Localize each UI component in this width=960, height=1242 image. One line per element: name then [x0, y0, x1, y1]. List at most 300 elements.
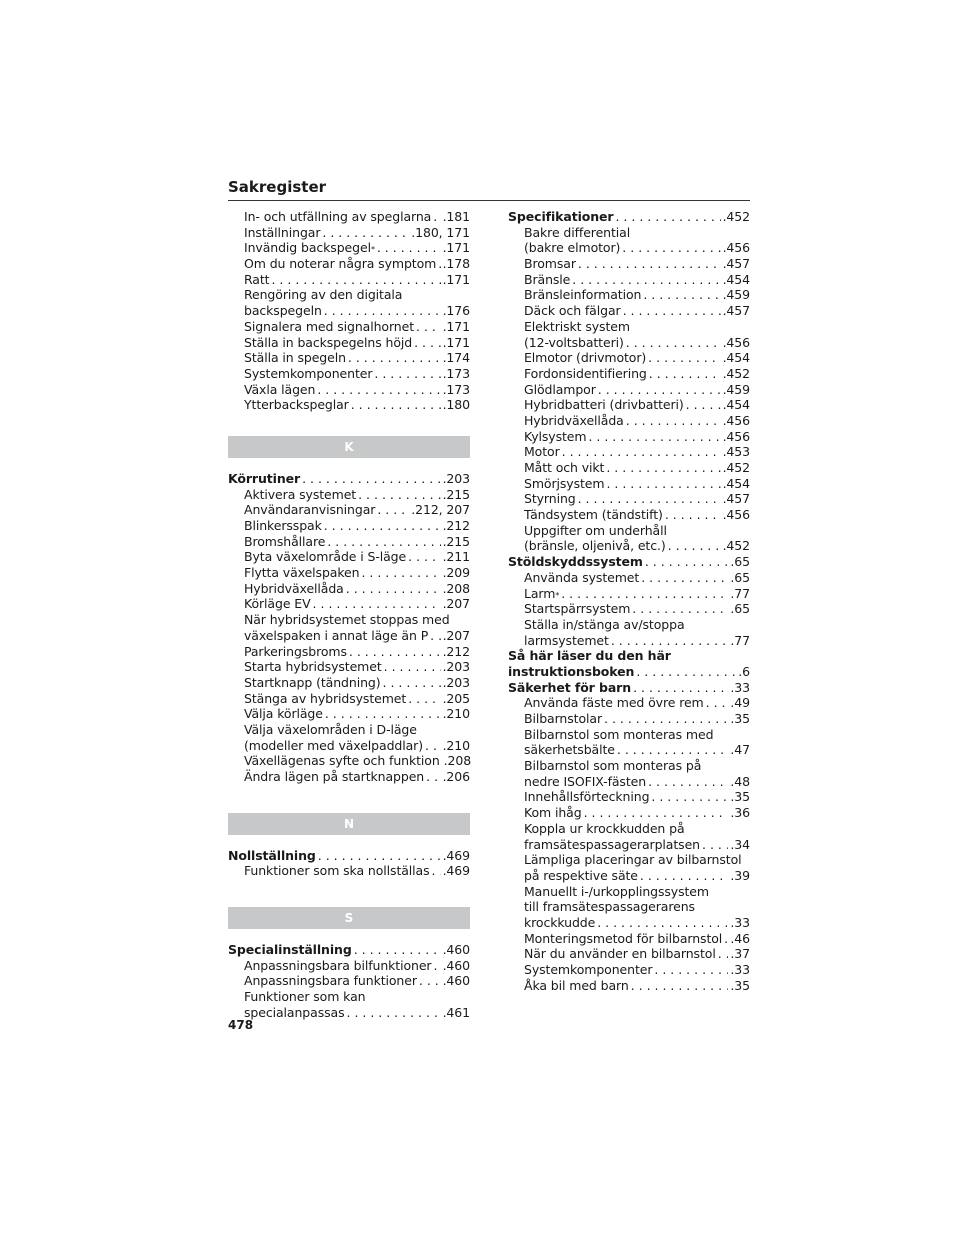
- index-subentry: [508, 476, 750, 492]
- page-reference[interactable]: .47: [730, 742, 750, 758]
- page-reference[interactable]: .460: [442, 942, 470, 958]
- entry-text: backspegeln: [244, 303, 322, 319]
- page-reference[interactable]: .456: [722, 507, 750, 523]
- dot-leader: [668, 538, 721, 554]
- page-reference[interactable]: .171: [442, 334, 470, 350]
- page-reference[interactable]: .173: [442, 365, 470, 381]
- page-reference[interactable]: .203: [442, 659, 470, 675]
- entry-text: Startspärrsystem: [524, 601, 631, 617]
- dot-leader: [611, 633, 729, 649]
- index-subentry: [508, 570, 750, 586]
- page-reference[interactable]: .206: [442, 769, 470, 784]
- entry-text: larmsystemet: [524, 632, 609, 648]
- page-reference[interactable]: .459: [722, 287, 750, 303]
- page-reference[interactable]: .35: [730, 789, 750, 805]
- page-reference[interactable]: .456: [722, 412, 750, 428]
- page-reference[interactable]: .178: [442, 256, 470, 272]
- page-reference[interactable]: .6: [738, 663, 750, 679]
- index-subentry: [228, 518, 470, 534]
- dot-leader: [604, 711, 728, 727]
- index-subentry: [228, 225, 470, 241]
- dot-leader: [640, 868, 729, 884]
- dot-leader: [419, 973, 441, 989]
- index-subentry: [508, 868, 750, 884]
- dot-leader: [347, 1005, 441, 1021]
- index-subentry: [508, 805, 750, 821]
- index-subentry: [508, 884, 750, 900]
- dot-leader: [377, 240, 441, 256]
- entry-text: Rengöring av den digitala: [244, 287, 403, 303]
- page-reference[interactable]: .49: [730, 695, 750, 711]
- dot-leader: [597, 915, 728, 931]
- page-number: 478: [228, 1018, 254, 1032]
- dot-leader: [706, 695, 729, 711]
- entry-text: Bilbarnstol som monteras med: [524, 726, 714, 742]
- index-subentry: [508, 460, 750, 476]
- entry-text: Larm: [524, 585, 556, 601]
- index-subentry: [228, 303, 470, 319]
- index-subentry: [228, 350, 470, 366]
- index-entry-main: [508, 680, 750, 696]
- index-subentry: [508, 774, 750, 790]
- dot-leader: [648, 350, 720, 366]
- page-reference[interactable]: .453: [722, 444, 750, 460]
- dot-leader: [718, 946, 729, 962]
- entry-text: växelspaken i annat läge än P: [244, 627, 429, 643]
- page-reference[interactable]: .176: [442, 303, 470, 319]
- index-subentry: [228, 753, 470, 769]
- entry-text: Uppgifter om underhåll: [524, 522, 667, 538]
- dot-leader: [617, 742, 729, 758]
- page-reference[interactable]: .215: [442, 533, 470, 549]
- dot-leader: [606, 460, 720, 476]
- index-subentry: [228, 534, 470, 550]
- entry-text: Bilbarnstol som monteras på: [524, 758, 702, 774]
- entry-text: Signalera med signalhornet: [244, 318, 415, 334]
- dot-leader: [416, 319, 441, 335]
- page-reference[interactable]: .208: [443, 753, 472, 769]
- page-reference[interactable]: .456: [722, 240, 750, 256]
- page-reference[interactable]: .36: [730, 805, 750, 821]
- page-reference[interactable]: .457: [722, 303, 750, 319]
- entry-text: Hybridväxellåda: [524, 412, 624, 428]
- dot-leader: [358, 487, 440, 503]
- page-reference[interactable]: .210: [442, 737, 470, 753]
- dot-leader: [426, 769, 440, 785]
- page-reference[interactable]: .207: [442, 596, 470, 612]
- index-group-continued: [228, 209, 470, 413]
- index-subentry: [508, 931, 750, 947]
- entry-text: Däck och fälgar: [524, 303, 621, 319]
- entry-text: Nollställning: [228, 847, 316, 863]
- page-reference[interactable]: .456: [722, 428, 750, 444]
- dot-leader: [351, 397, 441, 413]
- page-reference[interactable]: .459: [722, 381, 750, 397]
- entry-text: Anpassningsbara bilfunktioner: [244, 957, 432, 973]
- page-reference[interactable]: .34: [730, 836, 750, 852]
- dot-leader: [324, 303, 441, 319]
- index-subentry: [228, 596, 470, 612]
- dot-leader: [578, 256, 721, 272]
- entry-text: Körrutiner: [228, 470, 301, 486]
- index-column-left: [228, 209, 470, 1021]
- dot-leader: [348, 350, 441, 366]
- page-reference[interactable]: .173: [442, 381, 470, 397]
- page-reference[interactable]: .33: [730, 962, 750, 977]
- dot-leader: [313, 596, 441, 612]
- index-subentry: [508, 429, 750, 445]
- index-subentry: [228, 973, 470, 989]
- index-subentry: [508, 382, 750, 398]
- index-entry-main: [508, 664, 750, 680]
- page-reference[interactable]: .211: [442, 549, 470, 565]
- page-reference[interactable]: .65: [730, 554, 750, 570]
- page-reference[interactable]: .37: [730, 946, 750, 962]
- page-reference[interactable]: .65: [730, 601, 750, 617]
- page-reference[interactable]: .452: [722, 538, 750, 554]
- page-reference[interactable]: .181: [442, 209, 470, 224]
- entry-text: Blinkersspak: [244, 518, 322, 533]
- page-reference[interactable]: .205: [442, 690, 470, 706]
- index-subentry: [228, 319, 470, 335]
- dot-leader: [651, 789, 728, 805]
- index-subentry: [508, 727, 750, 743]
- dot-leader: [354, 942, 441, 958]
- entry-text: (modeller med växelpaddlar): [244, 737, 423, 753]
- page-reference[interactable]: .209: [442, 565, 470, 581]
- entry-text: Startknapp (tändning): [244, 674, 381, 690]
- entry-text: När hybridsystemet stoppas med: [244, 612, 450, 628]
- index-subentry: [508, 287, 750, 303]
- entry-text: Ratt: [244, 271, 270, 287]
- page-reference[interactable]: .456: [722, 334, 750, 350]
- index-subentry: [228, 502, 470, 518]
- index-subentry: [508, 837, 750, 853]
- dot-leader: [598, 382, 721, 398]
- index-subentry: [228, 581, 470, 597]
- dot-leader: [572, 272, 720, 288]
- index-subentry: [508, 789, 750, 805]
- index-group-s-continued: [508, 209, 750, 993]
- index-subentry: [508, 350, 750, 366]
- entry-text: Specifikationer: [508, 209, 614, 224]
- dot-leader: [622, 240, 720, 256]
- entry-text: Systemkomponenter: [244, 365, 373, 381]
- entry-text: Kom ihåg: [524, 805, 582, 821]
- dot-leader: [562, 444, 721, 460]
- index-subentry: [508, 335, 750, 351]
- index-subentry: [508, 946, 750, 962]
- dot-leader: [408, 549, 440, 565]
- page-reference[interactable]: .454: [722, 271, 750, 287]
- entry-text: Körläge EV: [244, 596, 311, 612]
- entry-text: Tändsystem (tändstift): [524, 507, 663, 523]
- entry-text: Hybridbatteri (drivbatteri): [524, 397, 684, 413]
- entry-text: (bränsle, oljenivå, etc.): [524, 538, 666, 554]
- page-reference[interactable]: .454: [722, 350, 750, 366]
- entry-text: Motor: [524, 444, 560, 460]
- index-subentry: [508, 915, 750, 931]
- page-reference[interactable]: .171: [442, 318, 470, 334]
- entry-text: Lämpliga placeringar av bilbarnstol: [524, 852, 742, 868]
- dot-leader: [374, 366, 440, 382]
- page-reference[interactable]: .77: [730, 585, 750, 601]
- dot-leader: [317, 382, 440, 398]
- entry-text: (12-voltsbatteri): [524, 334, 624, 350]
- index-subentry: [228, 958, 470, 974]
- entry-text: Bränsle: [524, 271, 571, 287]
- index-subentry: [228, 769, 470, 785]
- page-reference[interactable]: .33: [730, 914, 750, 930]
- page-reference[interactable]: .454: [722, 397, 750, 413]
- dot-leader: [702, 837, 728, 853]
- page-reference[interactable]: .171: [442, 240, 470, 256]
- entry-text: krockkudde: [524, 914, 596, 930]
- page-reference[interactable]: .35: [730, 977, 750, 993]
- page-reference[interactable]: .469: [442, 863, 470, 879]
- section-header-k: K: [228, 436, 470, 458]
- entry-text: Funktioner som kan: [244, 989, 366, 1005]
- index-subentry: [228, 691, 470, 707]
- dot-leader: [578, 491, 721, 507]
- dot-leader: [561, 586, 728, 602]
- page-reference[interactable]: .208: [442, 580, 470, 596]
- entry-text: In- och utfällning av speglarna: [244, 209, 432, 224]
- dot-leader: [425, 738, 441, 754]
- page-reference[interactable]: .48: [730, 773, 750, 789]
- entry-text: Växla lägen: [244, 381, 316, 397]
- entry-text: Styrning: [524, 491, 576, 507]
- dot-leader: [643, 287, 720, 303]
- dot-leader: [327, 534, 440, 550]
- entry-text: Ytterbackspeglar: [244, 397, 349, 413]
- index-subentry: [508, 538, 750, 554]
- page-reference[interactable]: .77: [730, 632, 750, 648]
- page-reference[interactable]: .212: [442, 518, 470, 533]
- index-subentry: [228, 989, 470, 1005]
- dot-leader: [325, 706, 441, 722]
- entry-text: Om du noterar några symptom: [244, 256, 437, 272]
- dot-leader: [631, 978, 729, 994]
- dot-leader: [648, 774, 728, 790]
- dot-leader: [606, 476, 720, 492]
- entry-text: När du använder en bilbarnstol: [524, 946, 716, 962]
- entry-text: Ställa in backspegelns höjd: [244, 334, 413, 350]
- dot-leader: [641, 570, 728, 586]
- index-subentry: [508, 303, 750, 319]
- entry-text: Hybridväxellåda: [244, 580, 344, 596]
- index-subentry: [508, 742, 750, 758]
- dot-leader: [626, 335, 721, 351]
- index-subentry: [508, 319, 750, 335]
- entry-text: Aktivera systemet: [244, 486, 357, 502]
- page-reference[interactable]: .215: [442, 486, 470, 502]
- index-subentry: [228, 1005, 470, 1021]
- index-group-k: [228, 471, 470, 785]
- dot-leader: [686, 397, 721, 413]
- page-reference[interactable]: .207: [442, 627, 470, 643]
- entry-text: Bränsleinformation: [524, 287, 642, 303]
- page-reference[interactable]: .460: [442, 957, 470, 973]
- entry-text: Stöldskyddssystem: [508, 554, 643, 570]
- dot-leader: [433, 209, 440, 225]
- index-subentry: [228, 549, 470, 565]
- page-reference[interactable]: .203: [442, 674, 470, 690]
- page-reference[interactable]: .180, 171: [411, 224, 470, 240]
- index-entry-main: [508, 209, 750, 225]
- entry-text: Koppla ur krockkudden på: [524, 820, 685, 836]
- index-subentry: [508, 821, 750, 837]
- entry-text: Kylsystem: [524, 428, 587, 444]
- dot-leader: [414, 335, 440, 351]
- entry-text: Elektriskt system: [524, 318, 630, 334]
- entry-text: Bromsar: [524, 256, 576, 272]
- entry-text: Växellägenas syfte och funktion: [244, 753, 440, 769]
- page-reference[interactable]: .212, 207: [411, 502, 470, 518]
- index-entry-main: [228, 942, 470, 958]
- dot-leader: [377, 502, 409, 518]
- index-subentry: [228, 287, 470, 303]
- entry-text: Byta växelområde i S-läge: [244, 549, 407, 565]
- index-subentry: [228, 659, 470, 675]
- page-reference[interactable]: .171: [442, 271, 470, 287]
- dot-leader: [346, 581, 441, 597]
- dot-leader: [432, 863, 441, 879]
- page-reference[interactable]: .454: [722, 475, 750, 491]
- entry-text: nedre ISOFIX-fästen: [524, 773, 647, 789]
- index-subentry: [228, 487, 470, 503]
- page-reference[interactable]: .469: [442, 847, 470, 863]
- entry-text: Manuellt i-/urkopplingssystem: [524, 883, 709, 899]
- dot-leader: [361, 565, 440, 581]
- dot-leader: [430, 628, 440, 644]
- entry-text: Elmotor (drivmotor): [524, 350, 647, 366]
- dot-leader: [588, 429, 720, 445]
- dot-leader: [584, 805, 729, 821]
- page-reference[interactable]: .174: [442, 350, 470, 366]
- dot-leader: [271, 272, 440, 288]
- page-reference[interactable]: .210: [442, 706, 470, 722]
- entry-text: Invändig backspegel: [244, 240, 371, 256]
- index-subentry: [228, 675, 470, 691]
- dot-leader: [349, 644, 441, 660]
- index-entry-main: [228, 471, 470, 487]
- page-reference[interactable]: .452: [722, 460, 750, 475]
- dot-leader: [645, 554, 729, 570]
- entry-text: Parkeringsbroms: [244, 643, 347, 659]
- dot-leader: [632, 601, 728, 617]
- index-subentry: Invändig backspegel * . . . .171: [228, 240, 470, 256]
- entry-text: Smörjsystem: [524, 475, 605, 491]
- page-reference[interactable]: .39: [730, 867, 750, 883]
- index-subentry: [508, 758, 750, 774]
- entry-text: Bilbarnstolar: [524, 711, 602, 726]
- index-subentry: [508, 444, 750, 460]
- dot-leader: [322, 225, 409, 241]
- index-subentry: Larm * . . . .77: [508, 586, 750, 602]
- entry-text: Användaranvisningar: [244, 502, 376, 518]
- index-subentry: [228, 335, 470, 351]
- page-reference[interactable]: .203: [442, 470, 470, 486]
- index-entry-main: [508, 648, 750, 664]
- index-subentry: [508, 633, 750, 649]
- page-reference[interactable]: .212: [442, 643, 470, 659]
- index-subentry: [508, 272, 750, 288]
- section-header-s: S: [228, 907, 470, 929]
- dot-leader: [626, 413, 721, 429]
- index-subentry: [508, 852, 750, 868]
- index-subentry: [228, 382, 470, 398]
- entry-text: Åka bil med barn: [524, 977, 629, 993]
- index-subentry: [508, 523, 750, 539]
- index-subentry: [508, 240, 750, 256]
- entry-text: Stänga av hybridsystemet: [244, 690, 407, 706]
- index-entry-main: [228, 848, 470, 864]
- entry-text: Välja körläge: [244, 706, 323, 722]
- entry-text: Anpassningsbara funktioner: [244, 973, 417, 989]
- entry-text: Ställa in/stänga av/stoppa: [524, 616, 685, 632]
- header-divider: [228, 200, 750, 201]
- index-subentry: [508, 617, 750, 633]
- entry-text: Specialinställning: [228, 942, 352, 958]
- dot-leader: [654, 962, 728, 978]
- entry-text: Säkerhet för barn: [508, 679, 632, 695]
- entry-text: Monteringsmetod för bilbarnstol: [524, 930, 723, 946]
- dot-leader: [408, 691, 440, 707]
- entry-text: Bromshållare: [244, 533, 326, 549]
- page-header-title: Sakregister: [228, 178, 327, 196]
- page-reference[interactable]: .461: [442, 1004, 470, 1020]
- page-reference[interactable]: .46: [730, 930, 750, 946]
- index-subentry: [228, 644, 470, 660]
- index-subentry: [228, 565, 470, 581]
- page-reference[interactable]: .35: [730, 711, 750, 726]
- page-reference[interactable]: .180: [442, 397, 470, 413]
- page-reference[interactable]: .452: [722, 209, 750, 224]
- page-reference[interactable]: .452: [722, 365, 750, 381]
- index-subentry: [508, 507, 750, 523]
- page-reference[interactable]: .460: [442, 973, 470, 989]
- page-reference[interactable]: .457: [722, 491, 750, 507]
- entry-text: Systemkomponenter: [524, 962, 653, 977]
- index-subentry: [508, 962, 750, 978]
- index-subentry: [228, 722, 470, 738]
- index-column-right: [508, 209, 750, 993]
- index-subentry: [508, 491, 750, 507]
- entry-text: Välja växelområden i D-läge: [244, 721, 417, 737]
- entry-text: instruktionsboken: [508, 663, 635, 679]
- dot-leader: [665, 507, 721, 523]
- dot-leader: [633, 680, 728, 696]
- index-entry-main: [508, 554, 750, 570]
- entry-text: Funktioner som ska nollställas: [244, 863, 430, 879]
- section-header-n: N: [228, 813, 470, 835]
- entry-text: framsätespassagerarplatsen: [524, 836, 700, 852]
- page-reference[interactable]: .33: [730, 679, 750, 695]
- index-group-n: [228, 848, 470, 879]
- index-subentry: [228, 209, 470, 225]
- entry-text: Glödlampor: [524, 381, 596, 397]
- entry-text: Flytta växelspaken: [244, 565, 360, 581]
- entry-text: Använda systemet: [524, 569, 640, 585]
- entry-text: Starta hybridsystemet: [244, 659, 382, 675]
- page-reference[interactable]: .65: [730, 569, 750, 585]
- index-subentry: [228, 256, 470, 272]
- dot-leader: [324, 518, 441, 534]
- index-subentry: [508, 366, 750, 382]
- page-reference[interactable]: .457: [722, 256, 750, 272]
- index-subentry: [508, 413, 750, 429]
